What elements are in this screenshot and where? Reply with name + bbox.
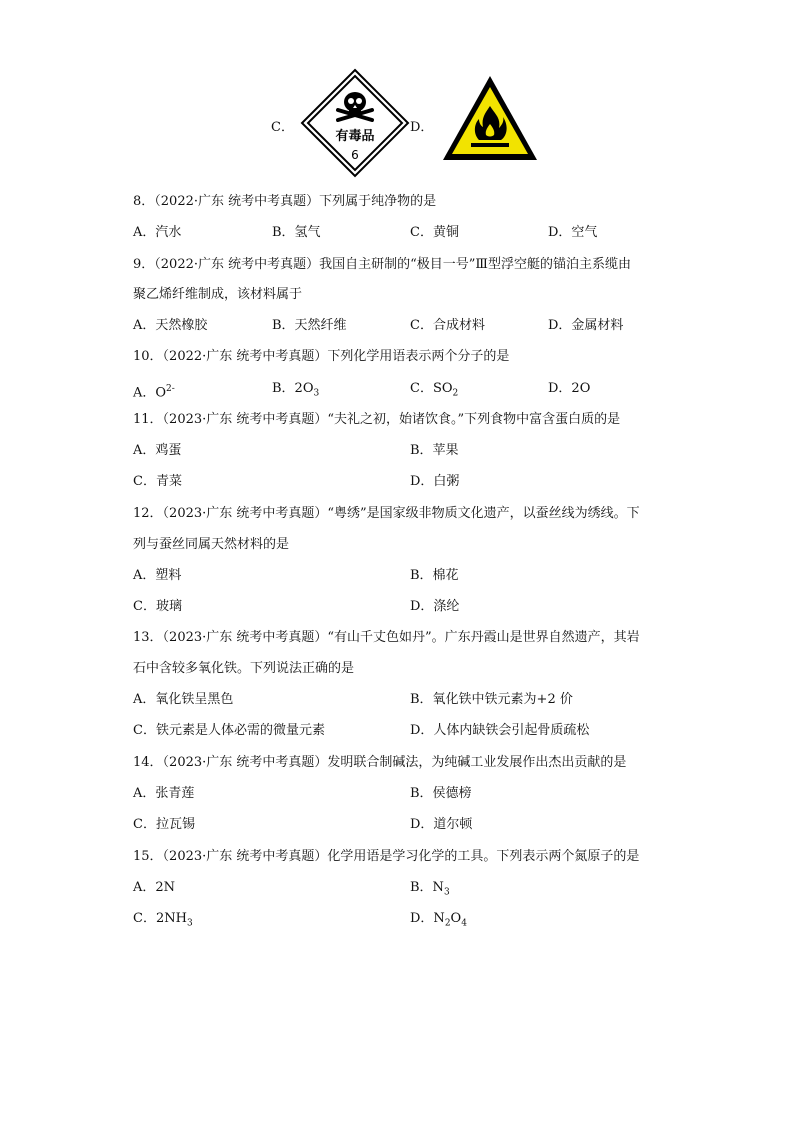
q9-option-d: D．金属材料 [548, 318, 624, 333]
q12-option-d: D．涤纶 [410, 599, 460, 614]
q12-option-c: C．玻璃 [133, 599, 182, 614]
q15-option-b: B．$N_3$ [410, 880, 450, 898]
q10-option-a: A．$O^{2-}$ [133, 384, 175, 401]
q14-option-a: A．张青莲 [133, 786, 195, 801]
q8-option-d: D．空气 [548, 225, 598, 240]
question-9-stem-2: 聚乙烯纤维制成，该材料属于 [133, 287, 303, 302]
q15-option-a: A．2N [133, 880, 176, 895]
q13-option-a: A．氧化铁呈黑色 [133, 692, 234, 707]
q8-option-b: B．氢气 [272, 225, 321, 240]
q14-option-d: D．道尔顿 [410, 817, 473, 832]
q11-option-d: D．白粥 [410, 474, 460, 489]
toxic-sign-number: 6 [351, 148, 359, 162]
question-10-stem: 10．（2022·广东 统考中考真题）下列化学用语表示两个分子的是 [133, 349, 510, 364]
question-13-stem-2: 石中含较多氧化铁。下列说法正确的是 [133, 661, 355, 676]
option-c-label: C． [271, 120, 294, 135]
q11-option-a: A．鸡蛋 [133, 443, 182, 458]
q10-option-b: B．$2O_3$ [272, 381, 320, 399]
q14-option-c: C．拉瓦锡 [133, 817, 195, 832]
q10-option-c: C．$SO_2$ [410, 381, 459, 399]
q10-option-d: D．2O [548, 381, 591, 396]
flammable-sign-icon [441, 74, 539, 162]
question-9-stem-1: 9．（2022·广东 统考中考真题）我国自主研制的“极目一号”Ⅲ型浮空艇的锚泊主系缆由 [133, 257, 631, 272]
q14-option-b: B．侯德榜 [410, 786, 472, 801]
question-12-stem-1: 12．（2023·广东 统考中考真题）“粤绣”是国家级非物质文化遗产，以蚕丝线为绣线。下 [133, 506, 640, 521]
q8-option-a: A．汽水 [133, 225, 182, 240]
question-14-stem: 14．（2023·广东 统考中考真题）发明联合制碱法，为纯碱工业发展作出杰出贡献的是 [133, 755, 627, 770]
question-13-stem-1: 13．（2023·广东 统考中考真题）“有山千丈色如丹”。广东丹霞山是世界自然遗产，其岩 [133, 630, 640, 645]
option-d-label: D． [410, 120, 434, 135]
q9-option-c: C．合成材料 [410, 318, 485, 333]
q15-option-d: D．$N_2O_4$ [410, 911, 467, 929]
q11-option-c: C．青菜 [133, 474, 182, 489]
toxic-sign-text: 有毒品 [335, 129, 375, 144]
q13-option-c: C．铁元素是人体必需的微量元素 [133, 723, 325, 738]
q8-option-c: C．黄铜 [410, 225, 459, 240]
q9-option-a: A．天然橡胶 [133, 318, 208, 333]
q12-option-b: B．棉花 [410, 568, 459, 583]
q13-option-d: D．人体内缺铁会引起骨质疏松 [410, 723, 590, 738]
question-11-stem: 11．（2023·广东 统考中考真题）“夫礼之初，始诸饮食。”下列食物中富含蛋白质的是 [133, 412, 621, 427]
q11-option-b: B．苹果 [410, 443, 459, 458]
toxic-sign-icon [300, 68, 410, 178]
q13-option-b: B．氧化铁中铁元素为+2 价 [410, 692, 573, 707]
q9-option-b: B．天然纤维 [272, 318, 347, 333]
question-15-stem: 15．（2023·广东 统考中考真题）化学用语是学习化学的工具。下列表示两个氮原子的是 [133, 849, 640, 864]
question-12-stem-2: 列与蚕丝同属天然材料的是 [133, 537, 290, 552]
q12-option-a: A．塑料 [133, 568, 182, 583]
question-8-stem: 8．（2022·广东 统考中考真题）下列属于纯净物的是 [133, 194, 437, 209]
q15-option-c: C．$2NH_3$ [133, 911, 193, 929]
